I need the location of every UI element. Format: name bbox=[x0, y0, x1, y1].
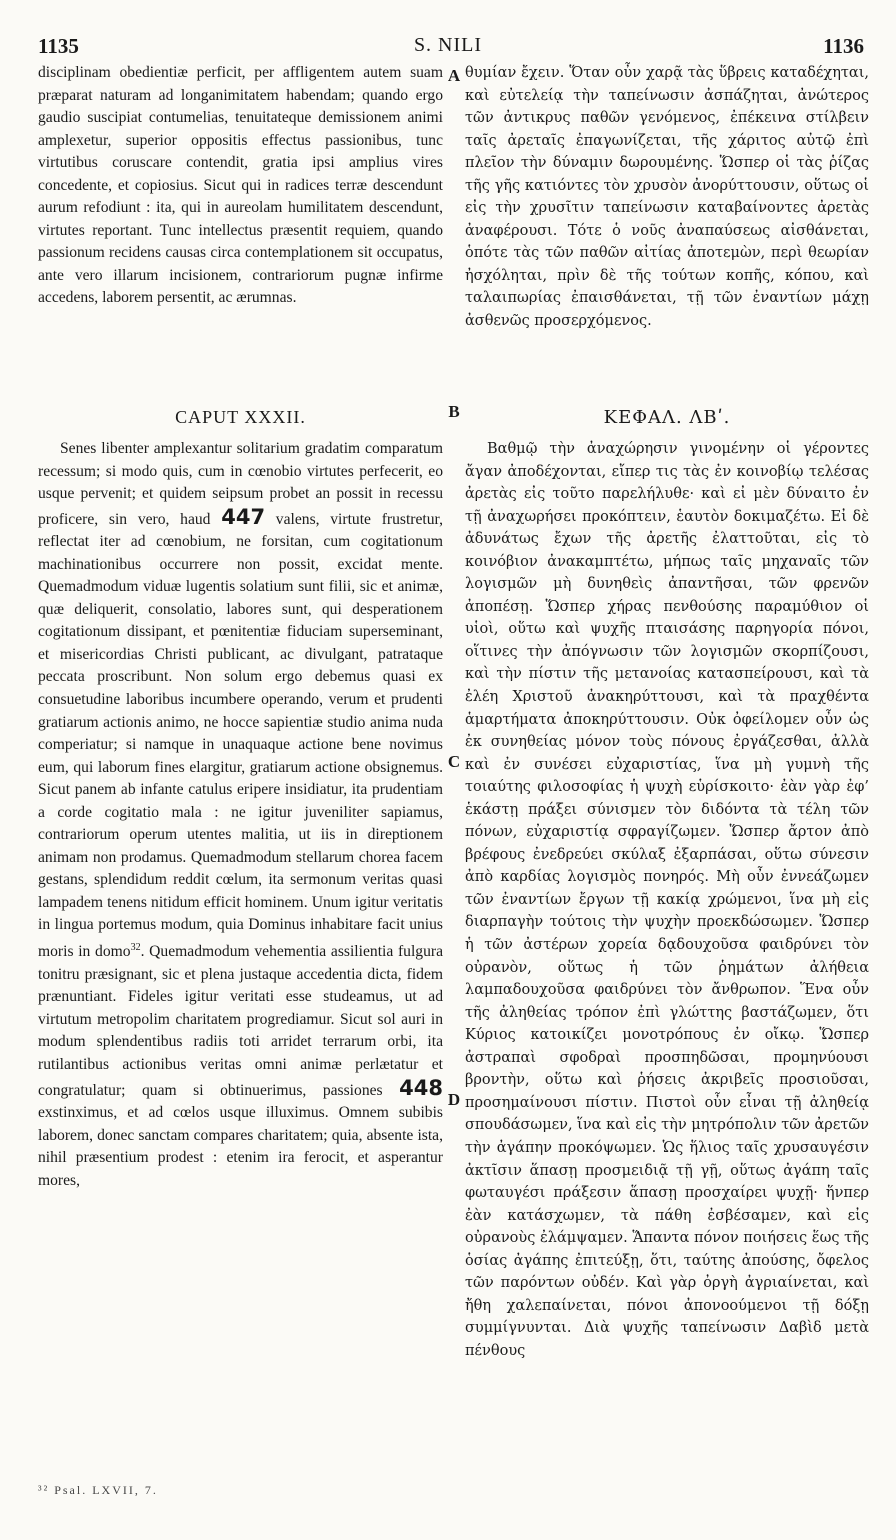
section-marker-b: B bbox=[448, 402, 460, 421]
greek-body-paragraph: Βαθμῷ τὴν ἀναχώρησιν γινομένην οἱ γέροντες ἄγαν ἀποδέχονται, εἴπερ τις τὰς ἐν κοινοβίῳ τελέσας ἀρετὰς εἰς τοῦτο παρελήλυθε· καὶ εἰ μὲν δύναιτο ἐν τῇ ἀναχωρήσει προκόπτειν, ἑαυτὸν δοκιμαζέτω. Εἰ δὲ ἀδυνάτως ἔχων τῆς ἀρετῆς ἐλαττοῦται, εἰς τὸ κοινόβιον ἀνακαμπτέτω, μήπως ταῖς μηχαναῖς τῶν λογισμῶν μὴ δυνηθεὶς ἀπαντῆσαι, τῶν φρενῶν ἀποπέσῃ. Ὥσπερ χήρας πενθούσης παραμύθιον οἱ υἱοὶ, οὕτω καὶ ψυχῆς πταισάσης παρηγορία πόνοι, οἵτινες τὴν ἀπόγνωσιν τῶν λογισμῶν σκορπίζουσι, καὶ τὴν πίστιν τῆς μετανοίας κατασπείρουσι, καὶ τὰ ἐλέη Χριστοῦ ἀνακηρύττουσι, καὶ τὰ πραχθέντα ἁμαρτήματα ἀποκηρύττουσιν. Οὐκ ὀφείλομεν οὖν ὡς ἐκ συνηθείας μόνον τοὺς πόνους ἐργάζεσθαι, ἀλλὰ καὶ ἐν συνέσει εὐχαριστίας, ἵνα μὴ γυμνὴ τῆς τοιαύτης φιλοσοφίας ἡ ψυχὴ εὑρίσκοιτο· ἐὰν γὰρ ἐφ’ ἑκάστῃ πράξει σύνισμεν τὸν διδόντα τὰ τέλη τῶν πόνων, εὐχαριστίᾳ σφραγίζωμεν. Ὥσπερ ἄρτον ἀπὸ βρέφους ἐνεδρεύει σκύλαξ ἐξαρπάσαι, οὕτω σύνεσιν ἀπὸ καρδίας λογισμὸς πονηρός. Μὴ οὖν ἐννεάζωμεν τῶν ἐναντίων ἔργων τῇ κακίᾳ χρώμενοι, ἵνα μὴ εἰς διαρπαγὴν τούτοις τὴν ψυχὴν προεκδώσωμεν. Ὥσπερ ἡ τῶν ἀστέρων χορεία δᾳδουχοῦσα φαιδρύνει τὸν οὐρανὸν, οὕτως ἡ τῶν ῥημάτων ἀλήθεια λαμπαδουχοῦσα φαιδρύνει τὸν ἄνθρωπον. Ἕνα οὖν τῆς ἀληθείας τρόπον ἐπὶ γλώττης βαστάζωμεν, ὅτι Κύριος κατοικίζει μονοτρόπους ἐν οἴκῳ. Ὥσπερ ἀστραπαὶ σφοδραὶ προσπηδῶσαι, προμηνύουσι βροντὴν, οὕτω καὶ ῥήσεις ἀκριβεῖς προσιοῦσαι, προσημαίνουσι πίστιν. Πιστοὶ οὖν εἶναι τῇ ἀληθείᾳ σπουδάσωμεν, ἵνα καὶ εἰς τὴν μητρόπολιν τῶν ἀρετῶν τὴν ἀγάπην προκόψωμεν. Ὡς ἥλιος ταῖς χρυσαυγέσιν ἀκτῖσιν ἅπασῃ προσμειδιᾷ τῇ γῇ, οὕτως ἀγάπη ταῖς φωταυγέσι πράξεσιν ἅπασῃ προσχαίρει ψυχῇ· ἥνπερ ἐὰν κατάσχωμεν, τὰ πάθη ἐσβέσαμεν, καὶ εἰς οὐρανοὺς ἐλάμψαμεν. Ἅπαντα πόνον ποιήσεις ἕως τῆς ὁσίας ἀγάπης ἐπιτεύξῃ, ὅτι, ταύτης ἀπούσης, ὄφελος τῶν παρόντων οὐδέν. Καὶ γὰρ ὀργὴ ἀγριαίνεται, καὶ ἤθη χαλεπαίνεται, πόνοι ἀπονοούμενοι τῇ δόξῃ συμμίγνυνται. Διὰ ψυχῆς ταπείνωσιν Δαβὶδ μετὰ πένθους bbox=[465, 441, 869, 1359]
section-marker-a: A bbox=[447, 66, 461, 85]
running-title: S. NILI bbox=[413, 34, 483, 56]
column-number-447: 447 bbox=[221, 504, 266, 529]
latin-chapter-heading: CAPUT XXXII. bbox=[175, 407, 306, 427]
latin-body-part-3: . Quemadmodum vehementia assilientia fulgura tonitru præsignant, sic et plena justaque accedentia dicta, fidem prænuntiant. Fideles igitur veritati esse studeamus, ut ad virtutum metropolim charitatem progrediamur. Sicut sol auri in modum splendentibus radiis toti arridet terrarum orbi, ita rutilantibus actionibus veritas omni animæ perlætatur et congratulatur; quam si obtinuerimus, passiones bbox=[38, 943, 444, 1099]
latin-body-part-1: Senes libenter amplexantur solitarium gradatim comparatum recessum; si modo quis, cum in cœnobio virtutes perfecerit, eo usque pervenit; et quidem seipsum probet an possit in recessu proficere, sin vero, haud bbox=[38, 440, 443, 528]
greek-intro-column bbox=[465, 62, 869, 333]
latin-intro-column bbox=[38, 62, 443, 310]
latin-body-part-2: valens, virtute frustretur, reflectat iter ad cœnobium, ne forsitan, cum cogitationum machinationibus occurrere non possit, excidat mente. Quemadmodum viduæ lugentis solatium sunt filii, sic et animæ, quæ deliquerit, consolatio, labores sunt, qui desperationem cogitationum dissipant, et pœnitentiæ fiduciam superseminant, et misericordias Christi publicant, ac divulgant, patrataque peccata proscribunt. Non solum ergo debemus quasi ex consuetudine laboribus incumbere operando, verum et prudenti gratiarum actionis animo, ne hocce sapientiæ studio anima nuda comperiatur; si namque in unaquaque actione bene novimus eum, qui laborum fines elargitur, gratiarum actione obsignemus. Sicut panem ab infante catulus eripere insidiatur, ita prudentiam a corde cogitatio mala : ne igitur juveniliter sapiamus, contrariorum operum utentes malitia, ut iis in direptionem animam non prodamus. Quemadmodum stellarum chorea facem gestans, splendidum reddit cœlum, ita sermonum veritas quasi lampadem tenens nitidum efficit hominem. Unum igitur veritatis in lingua portemus modum, quia Dominus inhabitare facit unius moris in domo bbox=[38, 510, 443, 961]
latin-body-part-4: exstinximus, et ad cœlos usque illuximus. Omnem subibis laborem, donec sanctam compares charitatem; quia, absente ista, nihil præsentium prodest : etenim ira ferocit, et asperantur mores, bbox=[38, 1104, 443, 1189]
section-marker-d: D bbox=[447, 1090, 461, 1109]
greek-chapter-heading: ΚΕΦΑΛ. ΛΒʹ. bbox=[603, 407, 731, 428]
latin-body-column bbox=[38, 438, 443, 1192]
greek-body-column bbox=[465, 438, 869, 1362]
page-number-right: 1136 bbox=[823, 34, 864, 58]
latin-intro-paragraph: disciplinam obedientiæ perficit, per affligentem autem suam præparat naturam ad longanimitatem habendam; quando ergo gaudio suscipiat contumelias, tenuitateque demissionem animi amplexetur, superior oppositis effectus passionibus, tunc virtutibus coruscare contendit, gratia ipsi amplius vires concedente, et copiosius. Sicut qui in radices terræ descendunt aurum refodiunt : ita, qui in aureolam humilitatem descendunt, virtutes reportant. Tunc intellectus præsentit requiem, quando passionum recidens causas circa contemplationem sit occupatus, ante vero illarum incisionem, contrariorum pugnæ infirme accedens, laborem persentit, ac ærumnas. bbox=[38, 64, 443, 307]
greek-intro-paragraph: θυμίαν ἔχειν. Ὅταν οὖν χαρᾷ τὰς ὕβρεις καταδέχηται, καὶ εὐτελείᾳ τὴν ταπείνωσιν ἀσπάζηται, ἀνώτερος τῶν ἀντικρυς παθῶν γενόμενος, ἐπέκεινα στίλβειν ταῖς ἀρεταῖς ἐπαγωνίζεται, τῆς χάριτος αὐτῷ ἐπὶ πλεῖον τὴν δύναμιν δωρουμένης. Ὥσπερ οἱ τὰς ῥίζας τῆς γῆς κατιόντες τὸν χρυσὸν ἀνορύττουσιν, οὕτως οἱ εἰς τὴν χρυσῖτιν ταπείνωσιν καταβαίνοντες ἀρετὰς ἀναφέρουσι. Τότε ὁ νοῦς ἀναπαύσεως αἰσθάνεται, ὁπότε τὰς τῶν παθῶν αἰτίας ἀποτεμὼν, περὶ θεωρίαν ἠσχόληται, πρὶν δὲ τῆς τούτων κοπῆς, κόπου, καὶ ταλαιπωρίας ἐπαισθάνεται, τῇ τῶν ἐναντίων μάχῃ ἀσθενῶς προσερχόμενος. bbox=[465, 65, 869, 330]
page-number-left: 1135 bbox=[38, 34, 79, 58]
latin-body-paragraph bbox=[38, 438, 443, 1192]
footnote: ³² Psal. LXVII, 7. bbox=[38, 1483, 158, 1497]
column-number-448: 448 bbox=[399, 1075, 443, 1100]
footnote-reference: 32 bbox=[130, 942, 141, 954]
page-header bbox=[0, 34, 896, 64]
section-marker-c: C bbox=[447, 752, 461, 771]
